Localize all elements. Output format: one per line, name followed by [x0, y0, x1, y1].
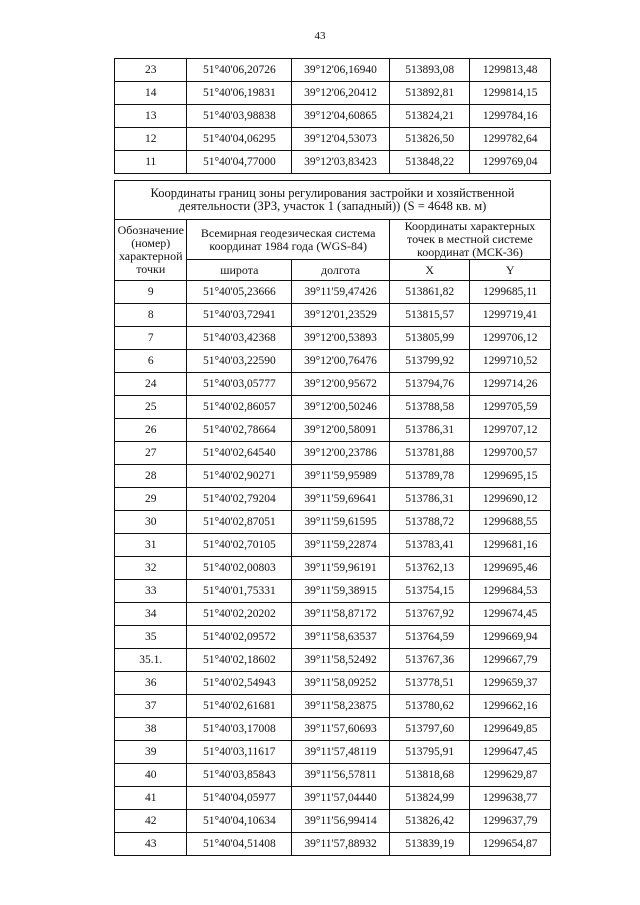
- latitude-cell: 51°40'04,51408: [187, 833, 292, 856]
- table-row: [115, 281, 551, 304]
- zrz-coordinates-table: [114, 180, 551, 856]
- x-coordinate-cell: 513786,31: [389, 419, 470, 442]
- longitude-cell: 39°11'58,23875: [292, 695, 390, 718]
- y-coordinate-cell: 1299814,15: [470, 82, 551, 105]
- table-row: [115, 557, 551, 580]
- table-row: [115, 649, 551, 672]
- table-row: [115, 465, 551, 488]
- y-coordinate-cell: 1299695,15: [470, 465, 551, 488]
- x-coordinate-cell: 513848,22: [389, 151, 470, 174]
- point-number-cell: 35: [115, 626, 187, 649]
- longitude-cell: 39°11'58,63537: [292, 626, 390, 649]
- longitude-cell: 39°11'57,60693: [292, 718, 390, 741]
- table-row: [115, 672, 551, 695]
- point-number-cell: 35.1.: [115, 649, 187, 672]
- latitude-cell: 51°40'06,19831: [187, 82, 292, 105]
- x-coordinate-cell: 513826,42: [389, 810, 470, 833]
- latitude-cell: 51°40'04,10634: [187, 810, 292, 833]
- table-row: [115, 82, 551, 105]
- point-number-cell: 23: [115, 59, 187, 82]
- table-row: [115, 511, 551, 534]
- x-coordinate-cell: 513788,58: [389, 396, 470, 419]
- y-coordinate-cell: 1299710,52: [470, 350, 551, 373]
- y-coordinate-cell: 1299782,64: [470, 128, 551, 151]
- point-number-cell: 33: [115, 580, 187, 603]
- table-row: [115, 151, 551, 174]
- latitude-cell: 51°40'02,64540: [187, 442, 292, 465]
- latitude-cell: 51°40'02,90271: [187, 465, 292, 488]
- table-row: [115, 396, 551, 419]
- point-number-cell: 8: [115, 304, 187, 327]
- longitude-cell: 39°11'56,57811: [292, 764, 390, 787]
- y-coordinate-cell: 1299685,11: [470, 281, 551, 304]
- y-coordinate-cell: 1299706,12: [470, 327, 551, 350]
- latitude-cell: 51°40'02,86057: [187, 396, 292, 419]
- y-coordinate-cell: 1299769,04: [470, 151, 551, 174]
- y-coordinate-cell: 1299637,79: [470, 810, 551, 833]
- table-title: Координаты границ зоны регулирования застройки и хозяйственной деятельности (ЗРЗ, участок 1 (западный)) (S = 4648 кв. м): [115, 181, 551, 220]
- table-row: [115, 304, 551, 327]
- longitude-cell: 39°12'00,23786: [292, 442, 390, 465]
- table-row: [115, 327, 551, 350]
- latitude-cell: 51°40'02,20202: [187, 603, 292, 626]
- y-coordinate-cell: 1299647,45: [470, 741, 551, 764]
- longitude-cell: 39°12'00,53893: [292, 327, 390, 350]
- longitude-cell: 39°11'59,95989: [292, 465, 390, 488]
- header-msk36: Координаты характерных точек в местной системе координат (МСК-36): [389, 220, 550, 260]
- latitude-cell: 51°40'03,72941: [187, 304, 292, 327]
- longitude-cell: 39°12'00,58091: [292, 419, 390, 442]
- point-number-cell: 31: [115, 534, 187, 557]
- y-coordinate-cell: 1299714,26: [470, 373, 551, 396]
- point-number-cell: 40: [115, 764, 187, 787]
- x-coordinate-cell: 513762,13: [389, 557, 470, 580]
- header-y: Y: [470, 260, 551, 281]
- table-row: [115, 764, 551, 787]
- point-number-cell: 25: [115, 396, 187, 419]
- longitude-cell: 39°11'57,04440: [292, 787, 390, 810]
- latitude-cell: 51°40'01,75331: [187, 580, 292, 603]
- point-number-cell: 28: [115, 465, 187, 488]
- table-row: [115, 419, 551, 442]
- y-coordinate-cell: 1299688,55: [470, 511, 551, 534]
- latitude-cell: 51°40'04,06295: [187, 128, 292, 151]
- longitude-cell: 39°12'01,23529: [292, 304, 390, 327]
- point-number-cell: 27: [115, 442, 187, 465]
- point-number-cell: 24: [115, 373, 187, 396]
- x-coordinate-cell: 513824,99: [389, 787, 470, 810]
- longitude-cell: 39°11'58,87172: [292, 603, 390, 626]
- y-coordinate-cell: 1299674,45: [470, 603, 551, 626]
- header-wgs84: Всемирная геодезическая система координат 1984 года (WGS-84): [187, 220, 389, 260]
- x-coordinate-cell: 513764,59: [389, 626, 470, 649]
- latitude-cell: 51°40'02,79204: [187, 488, 292, 511]
- latitude-cell: 51°40'03,98838: [187, 105, 292, 128]
- longitude-cell: 39°11'59,96191: [292, 557, 390, 580]
- longitude-cell: 39°12'04,60865: [292, 105, 390, 128]
- longitude-cell: 39°12'00,95672: [292, 373, 390, 396]
- x-coordinate-cell: 513815,57: [389, 304, 470, 327]
- main-table-body: [115, 281, 551, 856]
- x-coordinate-cell: 513818,68: [389, 764, 470, 787]
- point-number-cell: 29: [115, 488, 187, 511]
- latitude-cell: 51°40'02,00803: [187, 557, 292, 580]
- x-coordinate-cell: 513861,82: [389, 281, 470, 304]
- x-coordinate-cell: 513754,15: [389, 580, 470, 603]
- x-coordinate-cell: 513781,88: [389, 442, 470, 465]
- header-designation: Обозначение (номер) характерной точки: [115, 220, 187, 281]
- table-row: [115, 810, 551, 833]
- latitude-cell: 51°40'03,11617: [187, 741, 292, 764]
- point-number-cell: 41: [115, 787, 187, 810]
- table-row: [115, 787, 551, 810]
- y-coordinate-cell: 1299669,94: [470, 626, 551, 649]
- latitude-cell: 51°40'03,05777: [187, 373, 292, 396]
- point-number-cell: 37: [115, 695, 187, 718]
- point-number-cell: 30: [115, 511, 187, 534]
- point-number-cell: 12: [115, 128, 187, 151]
- y-coordinate-cell: 1299707,12: [470, 419, 551, 442]
- longitude-cell: 39°11'58,09252: [292, 672, 390, 695]
- y-coordinate-cell: 1299690,12: [470, 488, 551, 511]
- longitude-cell: 39°12'06,16940: [292, 59, 390, 82]
- latitude-cell: 51°40'04,05977: [187, 787, 292, 810]
- longitude-cell: 39°11'59,69641: [292, 488, 390, 511]
- latitude-cell: 51°40'03,85843: [187, 764, 292, 787]
- longitude-cell: 39°12'00,50246: [292, 396, 390, 419]
- latitude-cell: 51°40'02,61681: [187, 695, 292, 718]
- table-row: [115, 580, 551, 603]
- point-number-cell: 34: [115, 603, 187, 626]
- point-number-cell: 36: [115, 672, 187, 695]
- longitude-cell: 39°12'03,83423: [292, 151, 390, 174]
- latitude-cell: 51°40'02,70105: [187, 534, 292, 557]
- point-number-cell: 26: [115, 419, 187, 442]
- point-number-cell: 42: [115, 810, 187, 833]
- x-coordinate-cell: 513786,31: [389, 488, 470, 511]
- latitude-cell: 51°40'03,42368: [187, 327, 292, 350]
- latitude-cell: 51°40'02,54943: [187, 672, 292, 695]
- y-coordinate-cell: 1299719,41: [470, 304, 551, 327]
- latitude-cell: 51°40'02,87051: [187, 511, 292, 534]
- y-coordinate-cell: 1299681,16: [470, 534, 551, 557]
- y-coordinate-cell: 1299629,87: [470, 764, 551, 787]
- y-coordinate-cell: 1299784,16: [470, 105, 551, 128]
- y-coordinate-cell: 1299700,57: [470, 442, 551, 465]
- y-coordinate-cell: 1299638,77: [470, 787, 551, 810]
- x-coordinate-cell: 513797,60: [389, 718, 470, 741]
- x-coordinate-cell: 513799,92: [389, 350, 470, 373]
- table-row: [115, 105, 551, 128]
- point-number-cell: 32: [115, 557, 187, 580]
- table-row: [115, 442, 551, 465]
- y-coordinate-cell: 1299649,85: [470, 718, 551, 741]
- x-coordinate-cell: 513805,99: [389, 327, 470, 350]
- x-coordinate-cell: 513778,51: [389, 672, 470, 695]
- table-row: [115, 373, 551, 396]
- longitude-cell: 39°12'06,20412: [292, 82, 390, 105]
- table-row: [115, 603, 551, 626]
- y-coordinate-cell: 1299705,59: [470, 396, 551, 419]
- point-number-cell: 6: [115, 350, 187, 373]
- table-row: [115, 488, 551, 511]
- table-row: [115, 718, 551, 741]
- longitude-cell: 39°11'57,88932: [292, 833, 390, 856]
- point-number-cell: 14: [115, 82, 187, 105]
- latitude-cell: 51°40'03,22590: [187, 350, 292, 373]
- x-coordinate-cell: 513783,41: [389, 534, 470, 557]
- table-row: [115, 350, 551, 373]
- x-coordinate-cell: 513839,19: [389, 833, 470, 856]
- top-coordinates-table: [114, 58, 551, 174]
- y-coordinate-cell: 1299654,87: [470, 833, 551, 856]
- header-latitude: широта: [187, 260, 292, 281]
- y-coordinate-cell: 1299695,46: [470, 557, 551, 580]
- x-coordinate-cell: 513893,08: [389, 59, 470, 82]
- table-row: [115, 626, 551, 649]
- longitude-cell: 39°11'56,99414: [292, 810, 390, 833]
- longitude-cell: 39°11'58,52492: [292, 649, 390, 672]
- longitude-cell: 39°11'59,61595: [292, 511, 390, 534]
- x-coordinate-cell: 513824,21: [389, 105, 470, 128]
- longitude-cell: 39°11'59,38915: [292, 580, 390, 603]
- latitude-cell: 51°40'02,09572: [187, 626, 292, 649]
- latitude-cell: 51°40'03,17008: [187, 718, 292, 741]
- x-coordinate-cell: 513767,92: [389, 603, 470, 626]
- x-coordinate-cell: 513767,36: [389, 649, 470, 672]
- header-x: X: [389, 260, 470, 281]
- longitude-cell: 39°11'59,22874: [292, 534, 390, 557]
- point-number-cell: 39: [115, 741, 187, 764]
- table-row: [115, 695, 551, 718]
- point-number-cell: 43: [115, 833, 187, 856]
- longitude-cell: 39°12'00,76476: [292, 350, 390, 373]
- x-coordinate-cell: 513794,76: [389, 373, 470, 396]
- point-number-cell: 11: [115, 151, 187, 174]
- point-number-cell: 13: [115, 105, 187, 128]
- longitude-cell: 39°12'04,53073: [292, 128, 390, 151]
- latitude-cell: 51°40'06,20726: [187, 59, 292, 82]
- table-row: [115, 128, 551, 151]
- table-row: [115, 741, 551, 764]
- table-row: [115, 59, 551, 82]
- header-longitude: долгота: [292, 260, 390, 281]
- table-row: [115, 833, 551, 856]
- page-number: 43: [314, 30, 326, 42]
- point-number-cell: 9: [115, 281, 187, 304]
- top-table-body: [115, 59, 551, 174]
- y-coordinate-cell: 1299813,48: [470, 59, 551, 82]
- latitude-cell: 51°40'02,18602: [187, 649, 292, 672]
- longitude-cell: 39°11'59,47426: [292, 281, 390, 304]
- longitude-cell: 39°11'57,48119: [292, 741, 390, 764]
- latitude-cell: 51°40'04,77000: [187, 151, 292, 174]
- point-number-cell: 38: [115, 718, 187, 741]
- x-coordinate-cell: 513892,81: [389, 82, 470, 105]
- latitude-cell: 51°40'02,78664: [187, 419, 292, 442]
- x-coordinate-cell: 513780,62: [389, 695, 470, 718]
- x-coordinate-cell: 513826,50: [389, 128, 470, 151]
- x-coordinate-cell: 513795,91: [389, 741, 470, 764]
- point-number-cell: 7: [115, 327, 187, 350]
- y-coordinate-cell: 1299667,79: [470, 649, 551, 672]
- y-coordinate-cell: 1299662,16: [470, 695, 551, 718]
- latitude-cell: 51°40'05,23666: [187, 281, 292, 304]
- y-coordinate-cell: 1299659,37: [470, 672, 551, 695]
- table-row: [115, 534, 551, 557]
- y-coordinate-cell: 1299684,53: [470, 580, 551, 603]
- x-coordinate-cell: 513789,78: [389, 465, 470, 488]
- x-coordinate-cell: 513788,72: [389, 511, 470, 534]
